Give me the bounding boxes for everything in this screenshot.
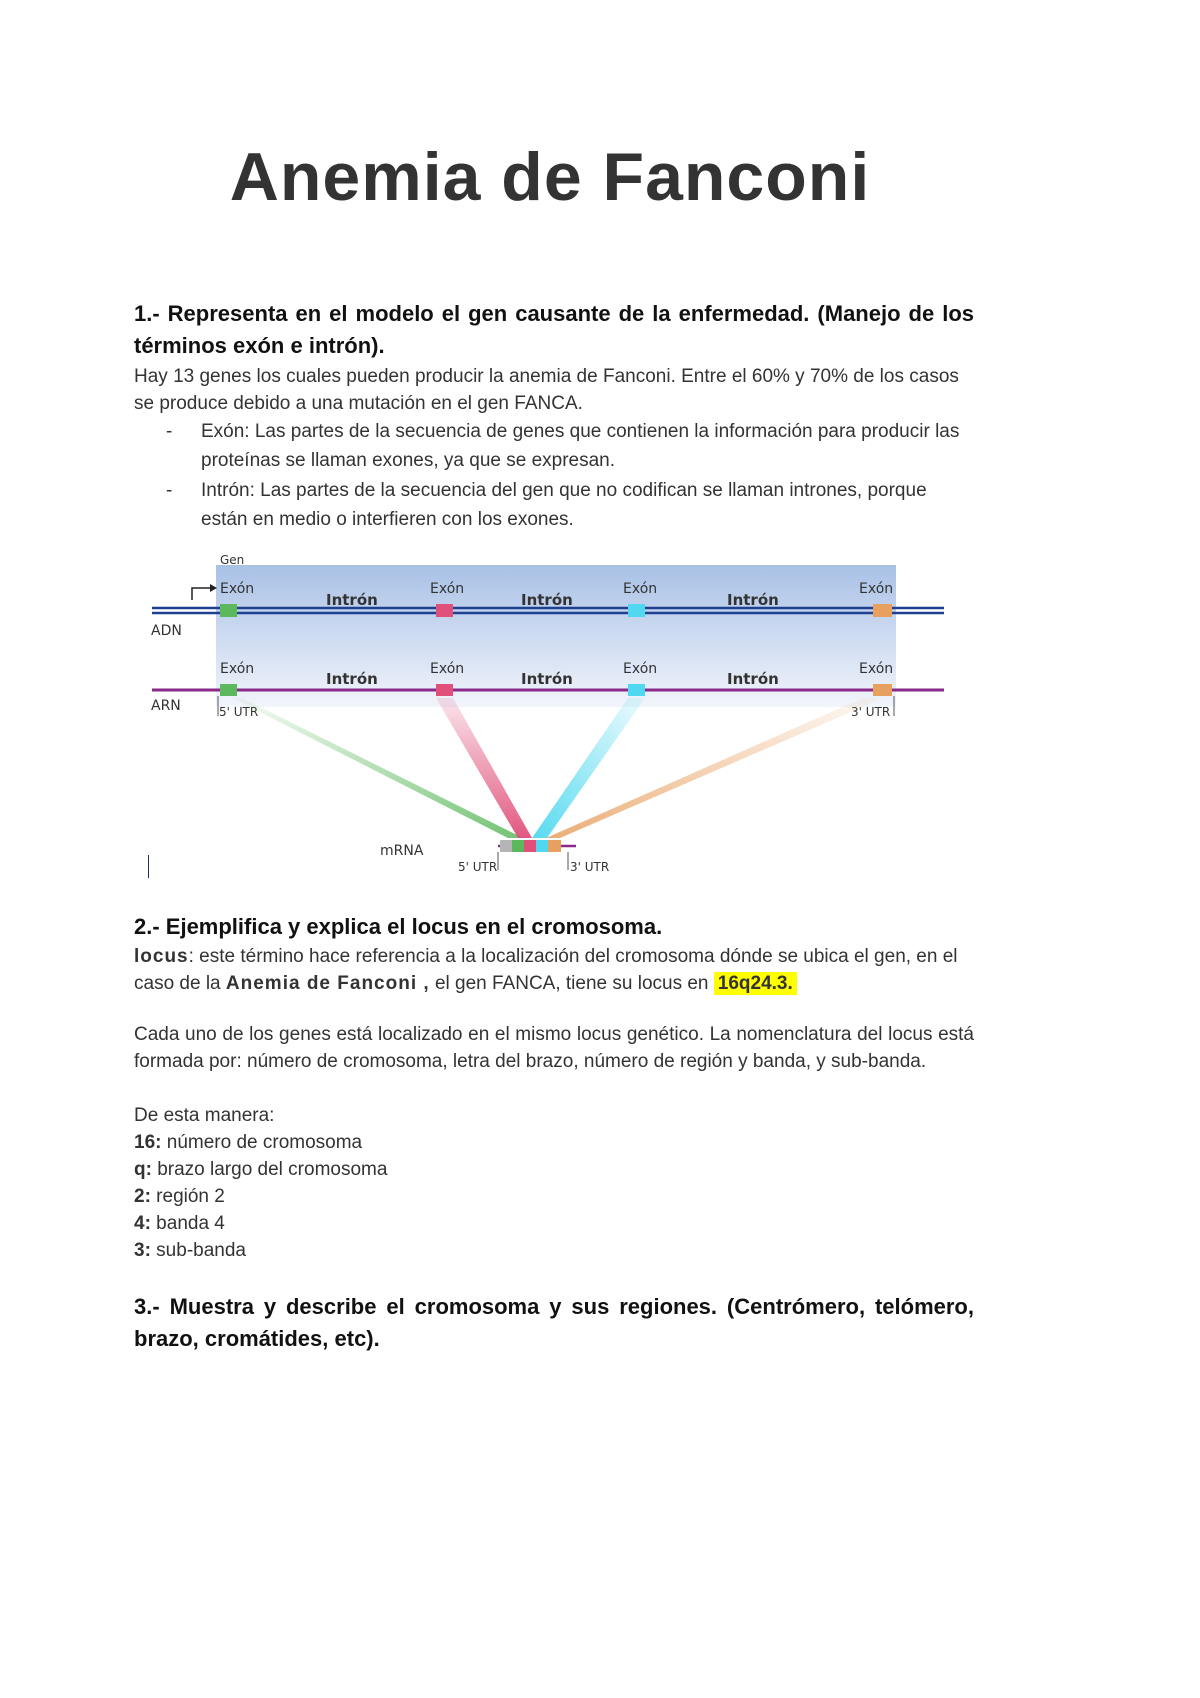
dna-exon-1 <box>220 604 237 617</box>
rna-exon-label-3: Exón <box>623 661 658 677</box>
item-value: sub-banda <box>150 1240 246 1261</box>
bullet-dash: - <box>166 421 173 442</box>
section2-heading: 2.- Ejemplifica y explica el locus en el cromosoma. <box>134 914 663 939</box>
promoter-arrowhead-icon <box>210 584 217 592</box>
dna-exon-label-2: Exón <box>430 581 465 597</box>
dna-intron-label-3: Intrón <box>727 591 779 609</box>
arn-label: ARN <box>151 698 181 714</box>
locus-value-highlight: 16q24.3. <box>714 972 797 995</box>
rna-utr5-label: 5' UTR <box>219 705 259 719</box>
dna-exon-4 <box>873 604 892 617</box>
dna-exon-label-1: Exón <box>220 581 255 597</box>
locus-paragraph <box>134 943 974 997</box>
item-value: número de cromosoma <box>161 1132 363 1153</box>
item-value: banda 4 <box>150 1213 225 1234</box>
disease-name: Anemia de Fanconi , <box>225 973 430 994</box>
rna-exon-1 <box>220 684 237 696</box>
rna-exon-2 <box>436 684 453 696</box>
mrna-exon-4 <box>548 840 561 852</box>
dna-exon-label-4: Exón <box>859 581 894 597</box>
rna-intron-label-2: Intrón <box>521 670 573 688</box>
splice-ribbon-exon-4 <box>546 698 883 838</box>
mrna-utr3-label: 3' UTR <box>570 860 610 874</box>
list-item <box>134 1210 974 1237</box>
list-item <box>134 1156 974 1183</box>
mrna-exon-2 <box>524 840 536 852</box>
gen-label: Gen <box>220 553 245 567</box>
locus-term: locus <box>134 946 189 967</box>
rna-exon-4 <box>873 684 892 696</box>
rna-utr3-label: 3' UTR <box>851 705 891 719</box>
list-item <box>134 1183 974 1210</box>
list-item <box>166 417 974 475</box>
item-value: región 2 <box>150 1186 225 1207</box>
rna-exon-label-1: Exón <box>220 661 255 677</box>
section3-heading: 3.- Muestra y describe el cromosoma y sus regiones. (Centrómero, telómero, brazo, cromátides, etc). <box>134 1294 974 1351</box>
item-key: 4: <box>134 1213 151 1234</box>
nomenclature-paragraph: Cada uno de los genes está localizado en el mismo locus genético. La nomenclatura del locus está formada por: número de cromosoma, letra del brazo, número de región y banda, y sub-banda. <box>134 1024 974 1072</box>
mrna-utr5-segment <box>500 840 512 852</box>
rna-exon-3 <box>628 684 645 696</box>
section1-intro: Hay 13 genes los cuales pueden producir la anemia de Fanconi. Entre el 60% y 70% de los casos se produce debido a una mutación en el gen FANCA. <box>134 366 959 414</box>
list-item <box>166 476 974 534</box>
locus-definition-2: el gen FANCA, tiene su locus en <box>429 973 714 994</box>
gene-structure-diagram <box>148 550 948 880</box>
mrna-exon-3 <box>536 840 548 852</box>
de-esta-manera: De esta manera: <box>134 1105 275 1126</box>
item-key: 16: <box>134 1132 162 1153</box>
dna-intron-label-2: Intrón <box>521 591 573 609</box>
splice-ribbon-exon-2 <box>436 698 532 838</box>
dna-intron-label-1: Intrón <box>326 591 378 609</box>
locus-definition-1: : este término hace referencia a la localización del cromosoma dónde se ubica el gen, en el caso de la <box>134 946 958 994</box>
mrna-label: mRNA <box>380 843 424 859</box>
list-item <box>134 1129 974 1156</box>
item-key: q: <box>134 1159 152 1180</box>
item-key: 2: <box>134 1186 151 1207</box>
adn-label: ADN <box>151 623 182 639</box>
mrna-exon-1 <box>512 840 524 852</box>
dna-exon-2 <box>436 604 453 617</box>
dna-exon-3 <box>628 604 645 617</box>
corner-mark-icon <box>148 855 149 878</box>
mrna-utr5-label: 5' UTR <box>458 860 498 874</box>
rna-exon-label-2: Exón <box>430 661 465 677</box>
list-item <box>134 1237 974 1264</box>
item-key: 3: <box>134 1240 151 1261</box>
section1-heading: 1.- Representa en el modelo el gen causante de la enfermedad. (Manejo de los términos exón e intrón). <box>134 301 974 358</box>
rna-exon-label-4: Exón <box>859 661 894 677</box>
item-value: brazo largo del cromosoma <box>151 1159 388 1180</box>
bullet-text-intron: Intrón: Las partes de la secuencia del gen que no codifican se llaman intrones, porque están en medio o interfieren con los exones. <box>201 480 927 530</box>
bullet-text-exon: Exón: Las partes de la secuencia de genes que contienen la información para producir las proteínas se llaman exones, ya que se expresan. <box>201 421 960 471</box>
bullet-dash: - <box>166 480 173 501</box>
rna-intron-label-1: Intrón <box>326 670 378 688</box>
dna-exon-label-3: Exón <box>623 581 658 597</box>
rna-intron-label-3: Intrón <box>727 670 779 688</box>
document-title: Anemia de Fanconi <box>229 139 871 215</box>
splice-ribbon-exon-3 <box>532 698 645 838</box>
